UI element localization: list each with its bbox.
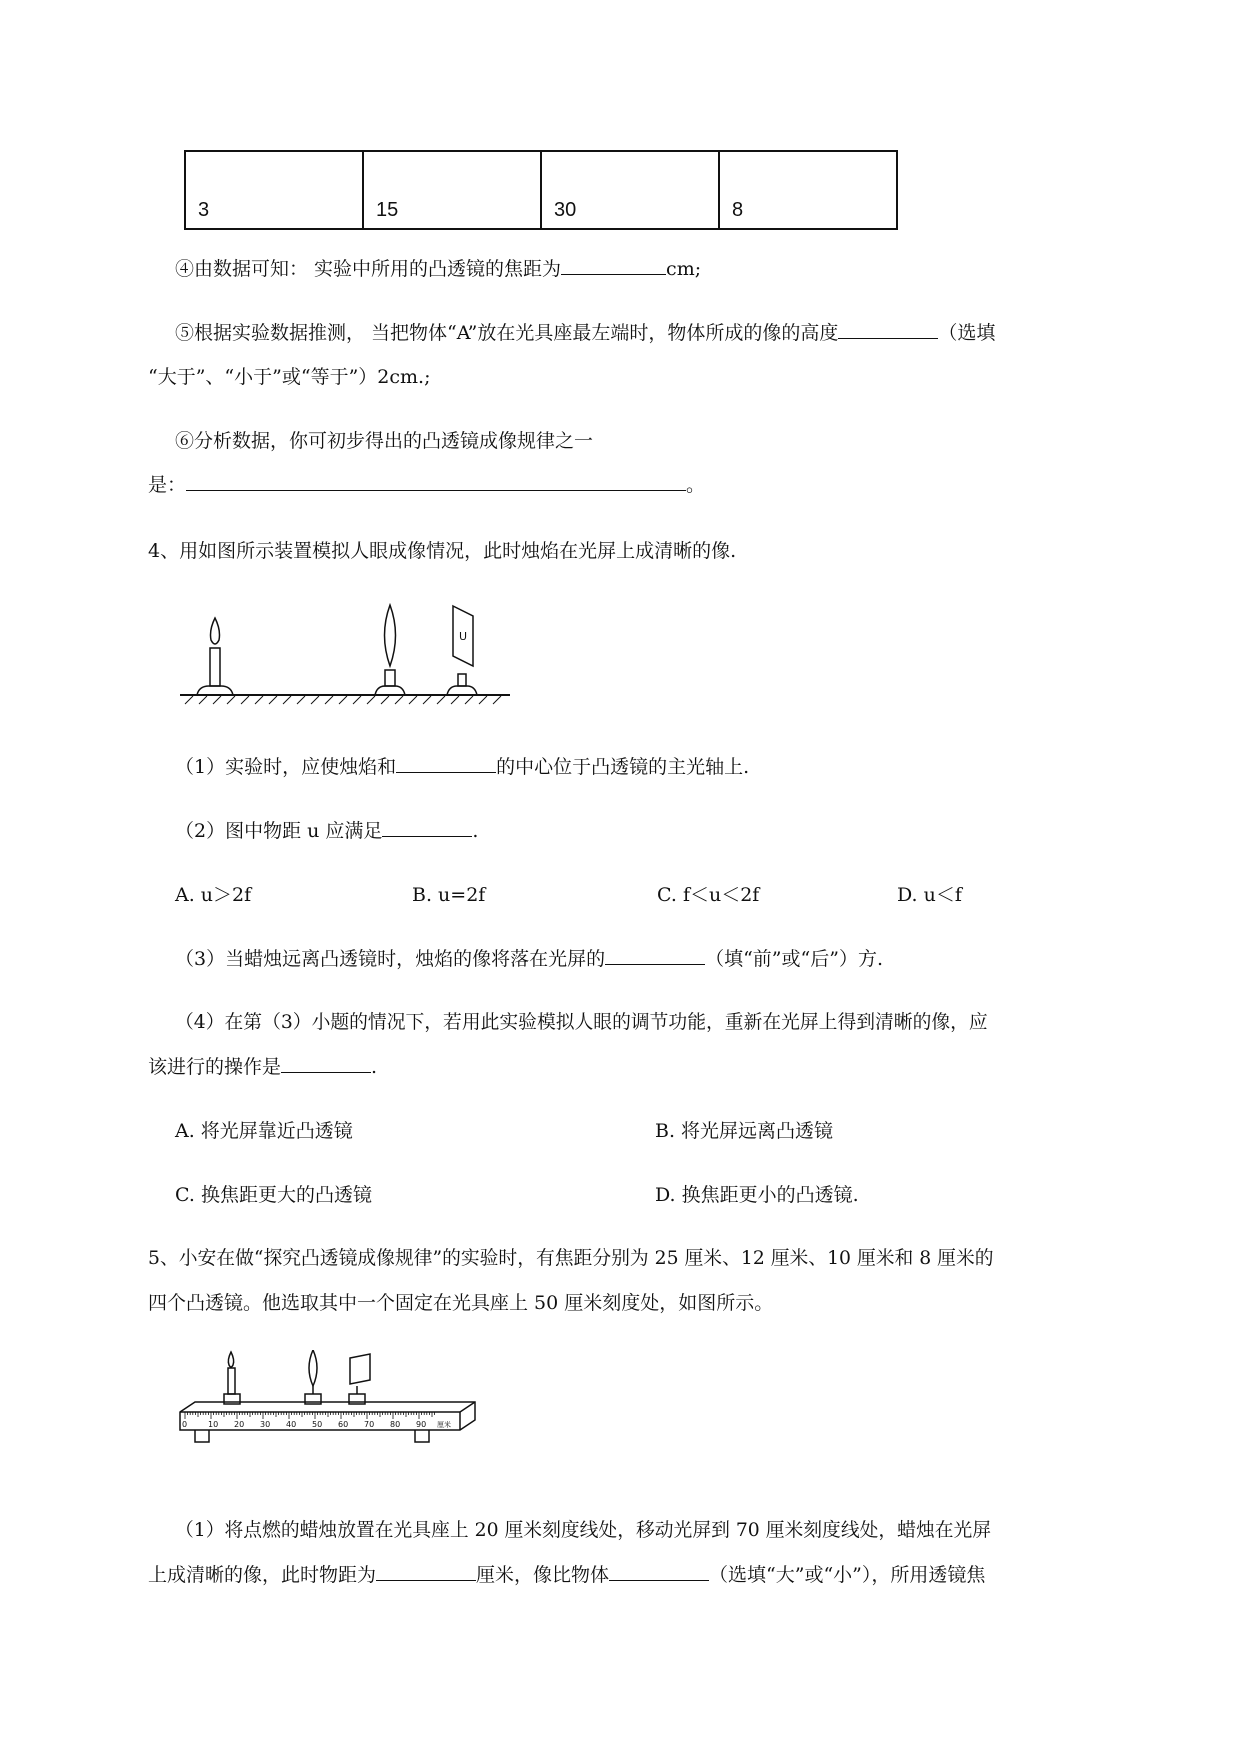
ruler-label: 30 xyxy=(260,1420,271,1429)
ruler-label: 80 xyxy=(390,1420,401,1429)
q5-part1-line1: （1）将点燃的蜡烛放置在光具座上 20 厘米刻度线处，移动光屏到 70 厘米刻度线处，蜡烛在光屏 xyxy=(175,1520,992,1541)
q3-item6: 是： 。 xyxy=(148,474,706,496)
screen-icon xyxy=(447,606,477,695)
table-cell: 30 xyxy=(541,151,719,229)
q4-p2-option-a[interactable]: A. u＞2f xyxy=(175,884,252,906)
answer-blank[interactable] xyxy=(609,1562,709,1581)
q4-p4-option-d[interactable]: D. 换焦距更小的凸透镜. xyxy=(655,1184,859,1206)
q5-stem-line2: 四个凸透镜。他选取其中一个固定在光具座上 50 厘米刻度处，如图所示。 xyxy=(148,1292,774,1314)
q5-stem-line1: 5、小安在做“探究凸透镜成像规律”的实验时，有焦距分别为 25 厘米、12 厘米、10 厘米和 8 厘米的 xyxy=(148,1248,994,1269)
q4-p2-option-c[interactable]: C. f＜u＜2f xyxy=(657,884,760,906)
optical-bench-figure xyxy=(175,1350,485,1470)
q4-part4: 该进行的操作是 . xyxy=(148,1056,378,1078)
q4-part1: （1）实验时，应使烛焰和 的中心位于凸透镜的主光轴上. xyxy=(175,756,750,778)
q4-stem: 4、用如图所示装置模拟人眼成像情况，此时烛焰在光屏上成清晰的像. xyxy=(148,540,737,562)
q4-part2: （2）图中物距 u 应满足 . xyxy=(175,820,479,842)
answer-blank[interactable] xyxy=(382,818,472,837)
lens-icon xyxy=(375,605,405,695)
q4-part4-line1: （4）在第（3）小题的情况下，若用此实验模拟人眼的调节功能，重新在光屏上得到清晰的像，应 xyxy=(175,1012,988,1033)
answer-blank[interactable] xyxy=(838,320,938,339)
q4-p2-option-d[interactable]: D. u＜f xyxy=(897,884,962,906)
q4-part3: （3）当蜡烛远离凸透镜时，烛焰的像将落在光屏的 （填“前”或“后”）方. xyxy=(175,948,883,970)
table-cell: 8 xyxy=(719,151,897,229)
q3-item5-line2: “大于”、“小于”或“等于”）2cm.; xyxy=(148,366,431,388)
data-table xyxy=(184,150,898,230)
candle-icon xyxy=(224,1352,240,1404)
candle-icon xyxy=(197,618,233,695)
answer-blank[interactable] xyxy=(281,1054,371,1073)
screen-label: U xyxy=(459,630,468,643)
q4-p4-option-a[interactable]: A. 将光屏靠近凸透镜 xyxy=(175,1120,353,1142)
table-row xyxy=(185,151,897,229)
table-cell: 15 xyxy=(363,151,541,229)
ruler-label: 50 xyxy=(312,1420,323,1429)
answer-blank[interactable] xyxy=(561,256,666,275)
q4-p4-option-c[interactable]: C. 换焦距更大的凸透镜 xyxy=(175,1184,372,1206)
ruler-unit: 厘米 xyxy=(437,1421,451,1429)
q3-item5: ⑤根据实验数据推测， 当把物体“A”放在光具座最左端时，物体所成的像的高度 （选填 xyxy=(175,322,996,344)
ruler-label: 40 xyxy=(286,1420,297,1429)
answer-blank[interactable] xyxy=(376,1562,476,1581)
q3-item6-line1: ⑥分析数据，你可初步得出的凸透镜成像规律之一 xyxy=(175,430,594,452)
ruler-label: 20 xyxy=(234,1420,245,1429)
ruler-label: 60 xyxy=(338,1420,349,1429)
ruler-label: 0 xyxy=(182,1420,188,1429)
ruler-label: 70 xyxy=(364,1420,375,1429)
q3-item4: ④由数据可知： 实验中所用的凸透镜的焦距为 cm; xyxy=(175,258,702,280)
q5-part1: 上成清晰的像，此时物距为 厘米，像比物体 （选填“大”或“小”），所用透镜焦 xyxy=(148,1564,986,1586)
ruler-label: 90 xyxy=(416,1420,427,1429)
table-cell: 3 xyxy=(185,151,363,229)
eye-model-figure xyxy=(175,600,515,710)
answer-blank[interactable] xyxy=(605,946,705,965)
lens-icon xyxy=(305,1350,321,1404)
screen-icon xyxy=(349,1354,370,1404)
q4-p4-option-b[interactable]: B. 将光屏远离凸透镜 xyxy=(655,1120,834,1142)
ruler-label: 10 xyxy=(208,1420,219,1429)
answer-blank[interactable] xyxy=(186,472,686,491)
answer-blank[interactable] xyxy=(396,754,496,773)
q4-p2-option-b[interactable]: B. u=2f xyxy=(412,884,486,906)
